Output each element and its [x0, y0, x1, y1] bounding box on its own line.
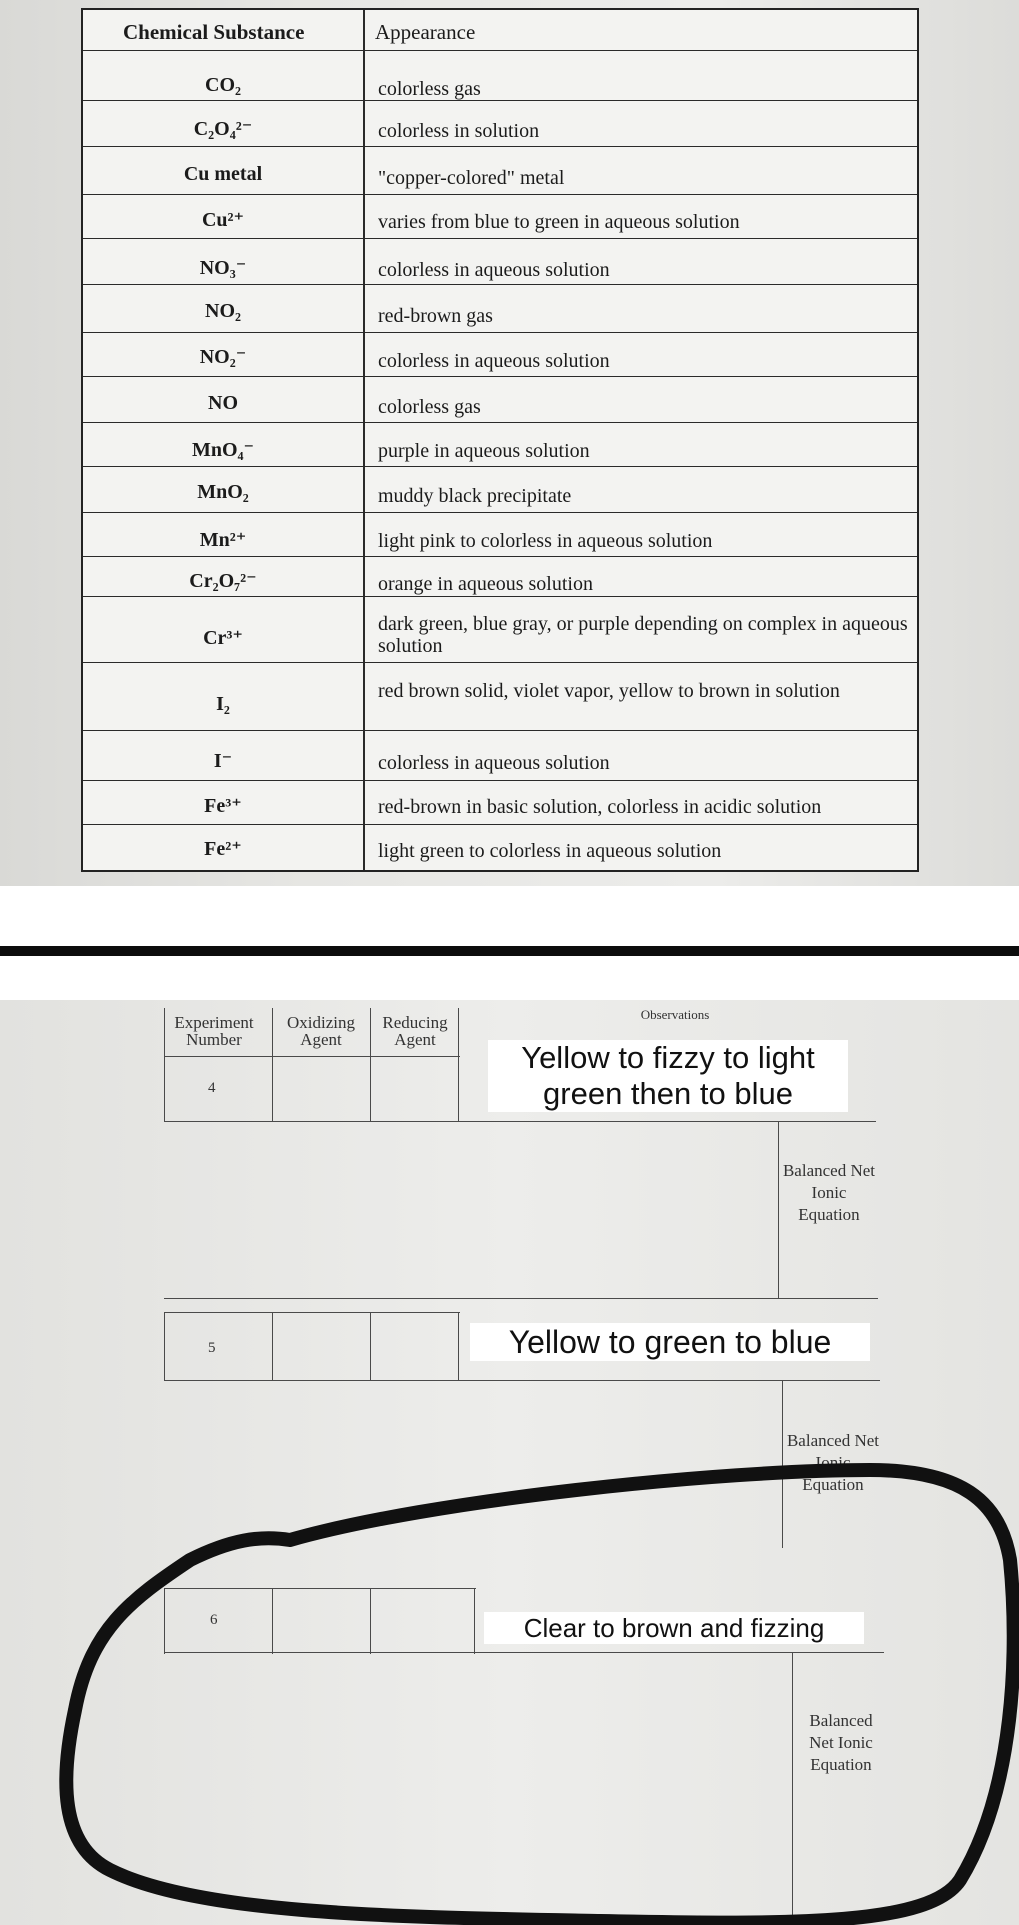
row-divider [83, 556, 917, 557]
header-reducing-agent: Reducing Agent [382, 1013, 448, 1049]
row-divider [83, 466, 917, 467]
row-divider [83, 50, 917, 51]
row-divider [83, 100, 917, 101]
experiment-4-number: 4 [208, 1080, 216, 1096]
substance-cr3plus: Cr³⁺ [203, 627, 243, 649]
substance-mno2: MnO₂ [197, 481, 249, 503]
appearance-fe3plus: red-brown in basic solution, colorless in acidic solution [378, 796, 822, 818]
row-divider [83, 730, 917, 731]
appearance-oxalate: colorless in solution [378, 120, 540, 142]
hand-drawn-circle-annotation [0, 1000, 1019, 1925]
substance-fe3plus: Fe³⁺ [204, 795, 242, 817]
header-chemical-substance: Chemical Substance [123, 20, 305, 44]
substance-no2: NO₂ [205, 300, 241, 322]
header-oxidizing-agent: Oxidizing Agent [287, 1013, 355, 1049]
appearance-cr3plus: dark green, blue gray, or purple depending on complex in aqueous solution [378, 613, 908, 657]
substance-nitrite: NO₂⁻ [199, 346, 247, 368]
appearance-no2: red-brown gas [378, 305, 493, 327]
experiment-6-number: 6 [210, 1612, 218, 1628]
header-appearance: Appearance [375, 20, 476, 44]
experiment-5-observation: Yellow to green to blue [470, 1323, 870, 1361]
appearance-dichromate: orange in aqueous solution [378, 573, 593, 595]
row-divider [83, 596, 917, 597]
substance-iodide: I⁻ [213, 750, 233, 772]
substance-co2: CO₂ [205, 74, 241, 96]
row-divider [83, 332, 917, 333]
row-divider [83, 376, 917, 377]
chemical-substance-table [81, 8, 919, 872]
appearance-co2: colorless gas [378, 78, 481, 100]
row-divider [83, 284, 917, 285]
experiment-4-equation-label: Balanced Net Ionic Equation [782, 1161, 876, 1224]
experiment-5-equation-label: Balanced Net Ionic Equation [786, 1431, 880, 1494]
appearance-cu-metal: "copper-colored" metal [378, 167, 565, 189]
appearance-no: colorless gas [378, 396, 481, 418]
experiment-6-observation: Clear to brown and fizzing [484, 1612, 864, 1644]
experiment-6-equation-label: Balanced Net Ionic Equation [809, 1711, 873, 1774]
substance-oxalate: C₂O₄²⁻ [193, 118, 253, 140]
header-observations: Observations [640, 1007, 710, 1022]
row-divider [83, 780, 917, 781]
row-divider [83, 146, 917, 147]
row-divider [83, 662, 917, 663]
row-divider [83, 422, 917, 423]
substance-permanganate: MnO₄⁻ [191, 439, 255, 461]
row-divider [83, 238, 917, 239]
circle-stroke [66, 1470, 1013, 1923]
reference-table-photo [0, 0, 1019, 886]
substance-no: NO [208, 392, 238, 414]
experiment-4-observation: Yellow to fizzy to light green then to blue [488, 1040, 848, 1112]
appearance-i2: red brown solid, violet vapor, yellow to brown in solution [378, 680, 840, 702]
row-divider [83, 512, 917, 513]
appearance-nitrite: colorless in aqueous solution [378, 350, 610, 372]
substance-i2: I₂ [216, 693, 230, 715]
column-divider [363, 10, 365, 870]
appearance-fe2plus: light green to colorless in aqueous solution [378, 840, 722, 862]
row-divider [83, 194, 917, 195]
appearance-permanganate: purple in aqueous solution [378, 440, 590, 462]
appearance-iodide: colorless in aqueous solution [378, 752, 610, 774]
substance-dichromate: Cr₂O₇²⁻ [189, 570, 257, 592]
experiment-5-number: 5 [208, 1340, 216, 1356]
substance-mn2plus: Mn²⁺ [199, 529, 247, 551]
substance-nitrate: NO₃⁻ [199, 257, 247, 279]
row-divider [83, 824, 917, 825]
appearance-mno2: muddy black precipitate [378, 485, 572, 507]
header-experiment-number: Experiment Number [174, 1013, 254, 1049]
photo-divider [0, 946, 1019, 956]
substance-cu-metal: Cu metal [183, 163, 263, 185]
substance-cu2plus: Cu²⁺ [201, 209, 245, 231]
appearance-mn2plus: light pink to colorless in aqueous solution [378, 530, 713, 552]
substance-fe2plus: Fe²⁺ [204, 838, 242, 860]
appearance-nitrate: colorless in aqueous solution [378, 259, 610, 281]
appearance-cu2plus: varies from blue to green in aqueous solution [378, 211, 740, 233]
